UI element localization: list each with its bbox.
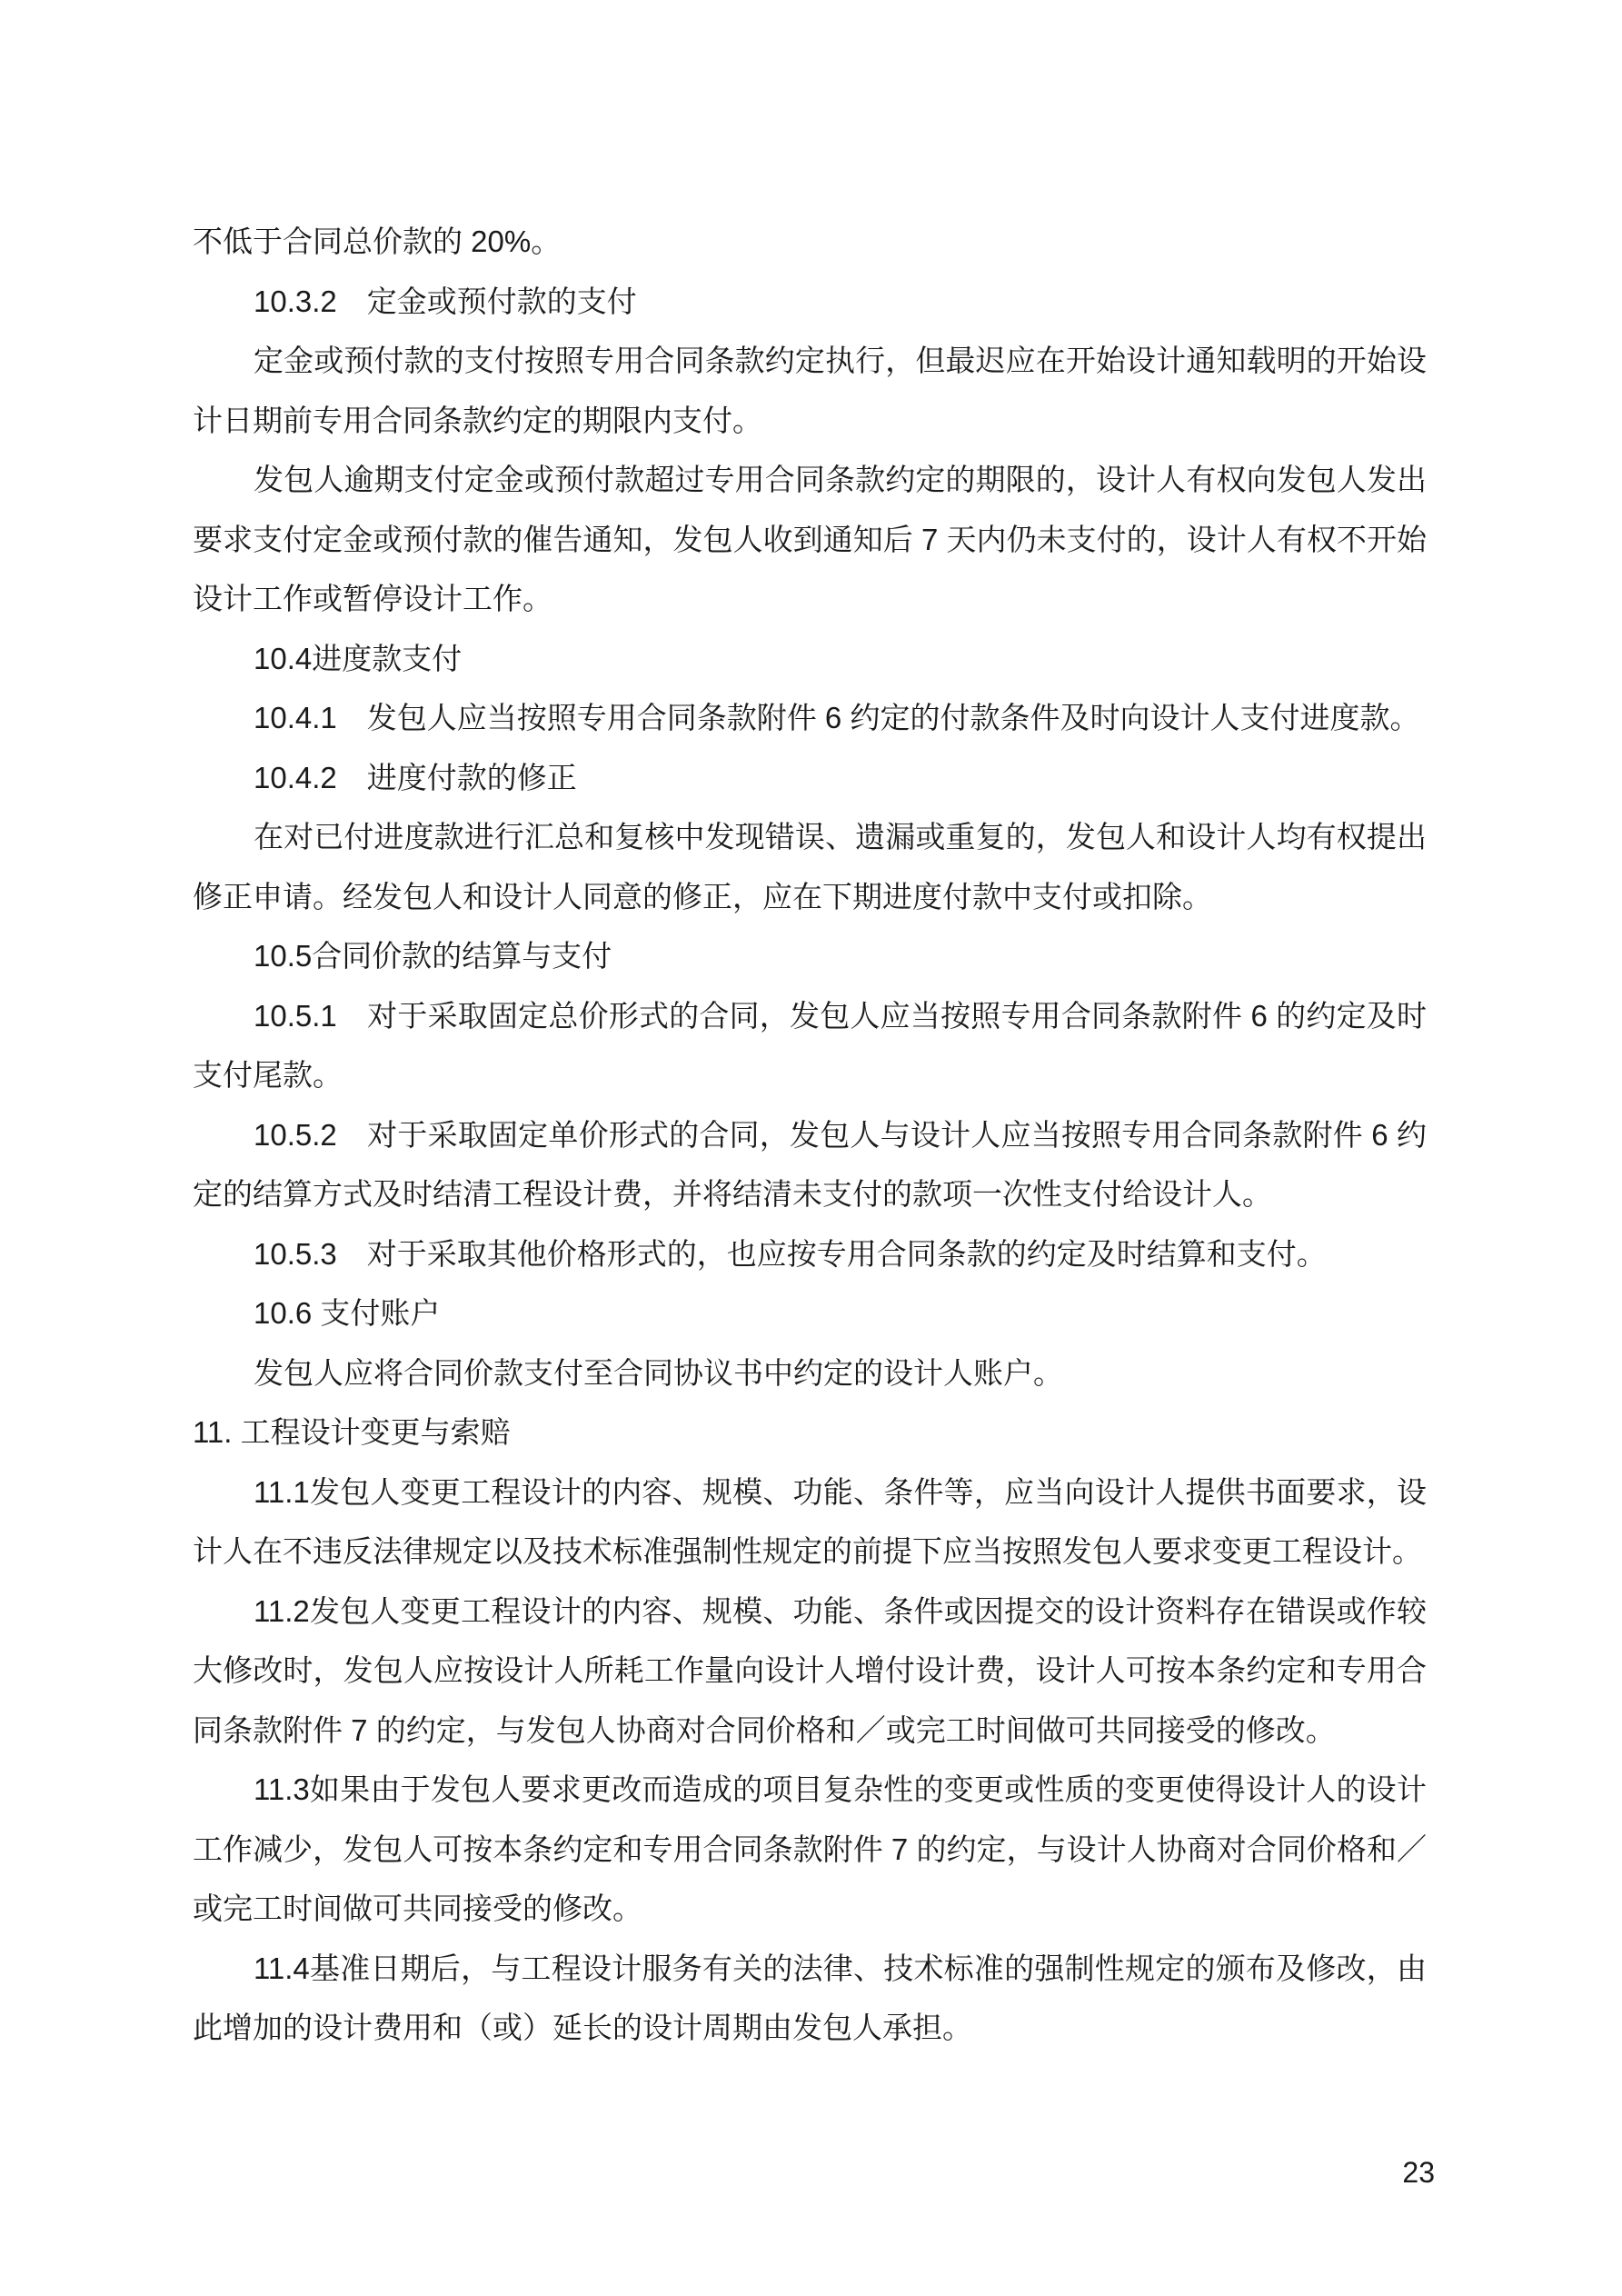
text-line: 10.4进度款支付 xyxy=(254,641,463,675)
contract-text-block xyxy=(193,212,1427,2058)
text-line: 或完工时间做可共同接受的修改。 xyxy=(193,1892,642,1925)
text-line: 在对已付进度款进行汇总和复核中发现错误、遗漏或重复的，发包人和设计人均有权提出 xyxy=(254,820,1427,854)
text-line: 大修改时，发包人应按设计人所耗工作量向设计人增付设计费，设计人可按本条约定和专用合 xyxy=(193,1653,1427,1687)
text-line: 10.4.2 进度付款的修正 xyxy=(254,760,577,794)
text-line: 11.4基准日期后，与工程设计服务有关的法律、技术标准的强制性规定的颁布及修改，由 xyxy=(254,1951,1427,1985)
text-line: 设计工作或暂停设计工作。 xyxy=(193,582,552,615)
text-line: 支付尾款。 xyxy=(193,1058,343,1092)
text-line: 11.1发包人变更工程设计的内容、规模、功能、条件等，应当向设计人提供书面要求，设 xyxy=(254,1474,1427,1509)
text-line: 11.3如果由于发包人要求更改而造成的项目复杂性的变更或性质的变更使得设计人的设计 xyxy=(254,1772,1427,1806)
page-number: 23 xyxy=(1402,2156,1435,2189)
text-line: 计日期前专用合同条款约定的期限内支付。 xyxy=(193,403,762,437)
text-line: 10.5.1 对于采取固定总价形式的合同，发包人应当按照专用合同条款附件 6 的约定及时 xyxy=(254,998,1427,1033)
text-line: 10.3.2 定金或预付款的支付 xyxy=(254,284,637,318)
text-line: 11. 工程设计变更与索赔 xyxy=(193,1415,511,1449)
text-line: 10.5.3 对于采取其他价格形式的，也应按专用合同条款的约定及时结算和支付。 xyxy=(254,1236,1327,1271)
text-line: 修正申请。经发包人和设计人同意的修正，应在下期进度付款中支付或扣除。 xyxy=(193,879,1212,913)
text-line: 定的结算方式及时结清工程设计费，并将结清未支付的款项一次性支付给设计人。 xyxy=(193,1177,1272,1211)
text-line: 发包人应将合同价款支付至合同协议书中约定的设计人账户。 xyxy=(254,1355,1063,1390)
text-line: 10.5.2 对于采取固定单价形式的合同，发包人与设计人应当按照专用合同条款附件 6 约 xyxy=(254,1117,1427,1152)
text-line: 计人在不违反法律规定以及技术标准强制性规定的前提下应当按照发包人要求变更工程设计。 xyxy=(193,1534,1422,1568)
text-line: 此增加的设计费用和（或）延长的设计周期由发包人承担。 xyxy=(193,2011,972,2044)
text-line: 要求支付定金或预付款的催告通知，发包人收到通知后 7 天内仍未支付的，设计人有权不开始 xyxy=(193,522,1427,556)
text-line: 工作减少，发包人可按本条约定和专用合同条款附件 7 的约定，与设计人协商对合同价格和／ xyxy=(193,1832,1427,1866)
text-line: 11.2发包人变更工程设计的内容、规模、功能、条件或因提交的设计资料存在错误或作较 xyxy=(254,1593,1427,1628)
text-line: 发包人逾期支付定金或预付款超过专用合同条款约定的期限的，设计人有权向发包人发出 xyxy=(254,463,1427,496)
text-line: 同条款附件 7 的约定，与发包人协商对合同价格和／或完工时间做可共同接受的修改。 xyxy=(193,1712,1336,1747)
text-line: 10.4.1 发包人应当按照专用合同条款附件 6 约定的付款条件及时向设计人支付进度款。 xyxy=(254,701,1420,734)
text-line: 10.6 支付账户 xyxy=(254,1296,441,1330)
text-line: 定金或预付款的支付按照专用合同条款约定执行，但最迟应在开始设计通知载明的开始设 xyxy=(254,344,1427,377)
text-line: 10.5合同价款的结算与支付 xyxy=(254,939,612,973)
text-line: 不低于合同总价款的 20%。 xyxy=(193,225,562,258)
